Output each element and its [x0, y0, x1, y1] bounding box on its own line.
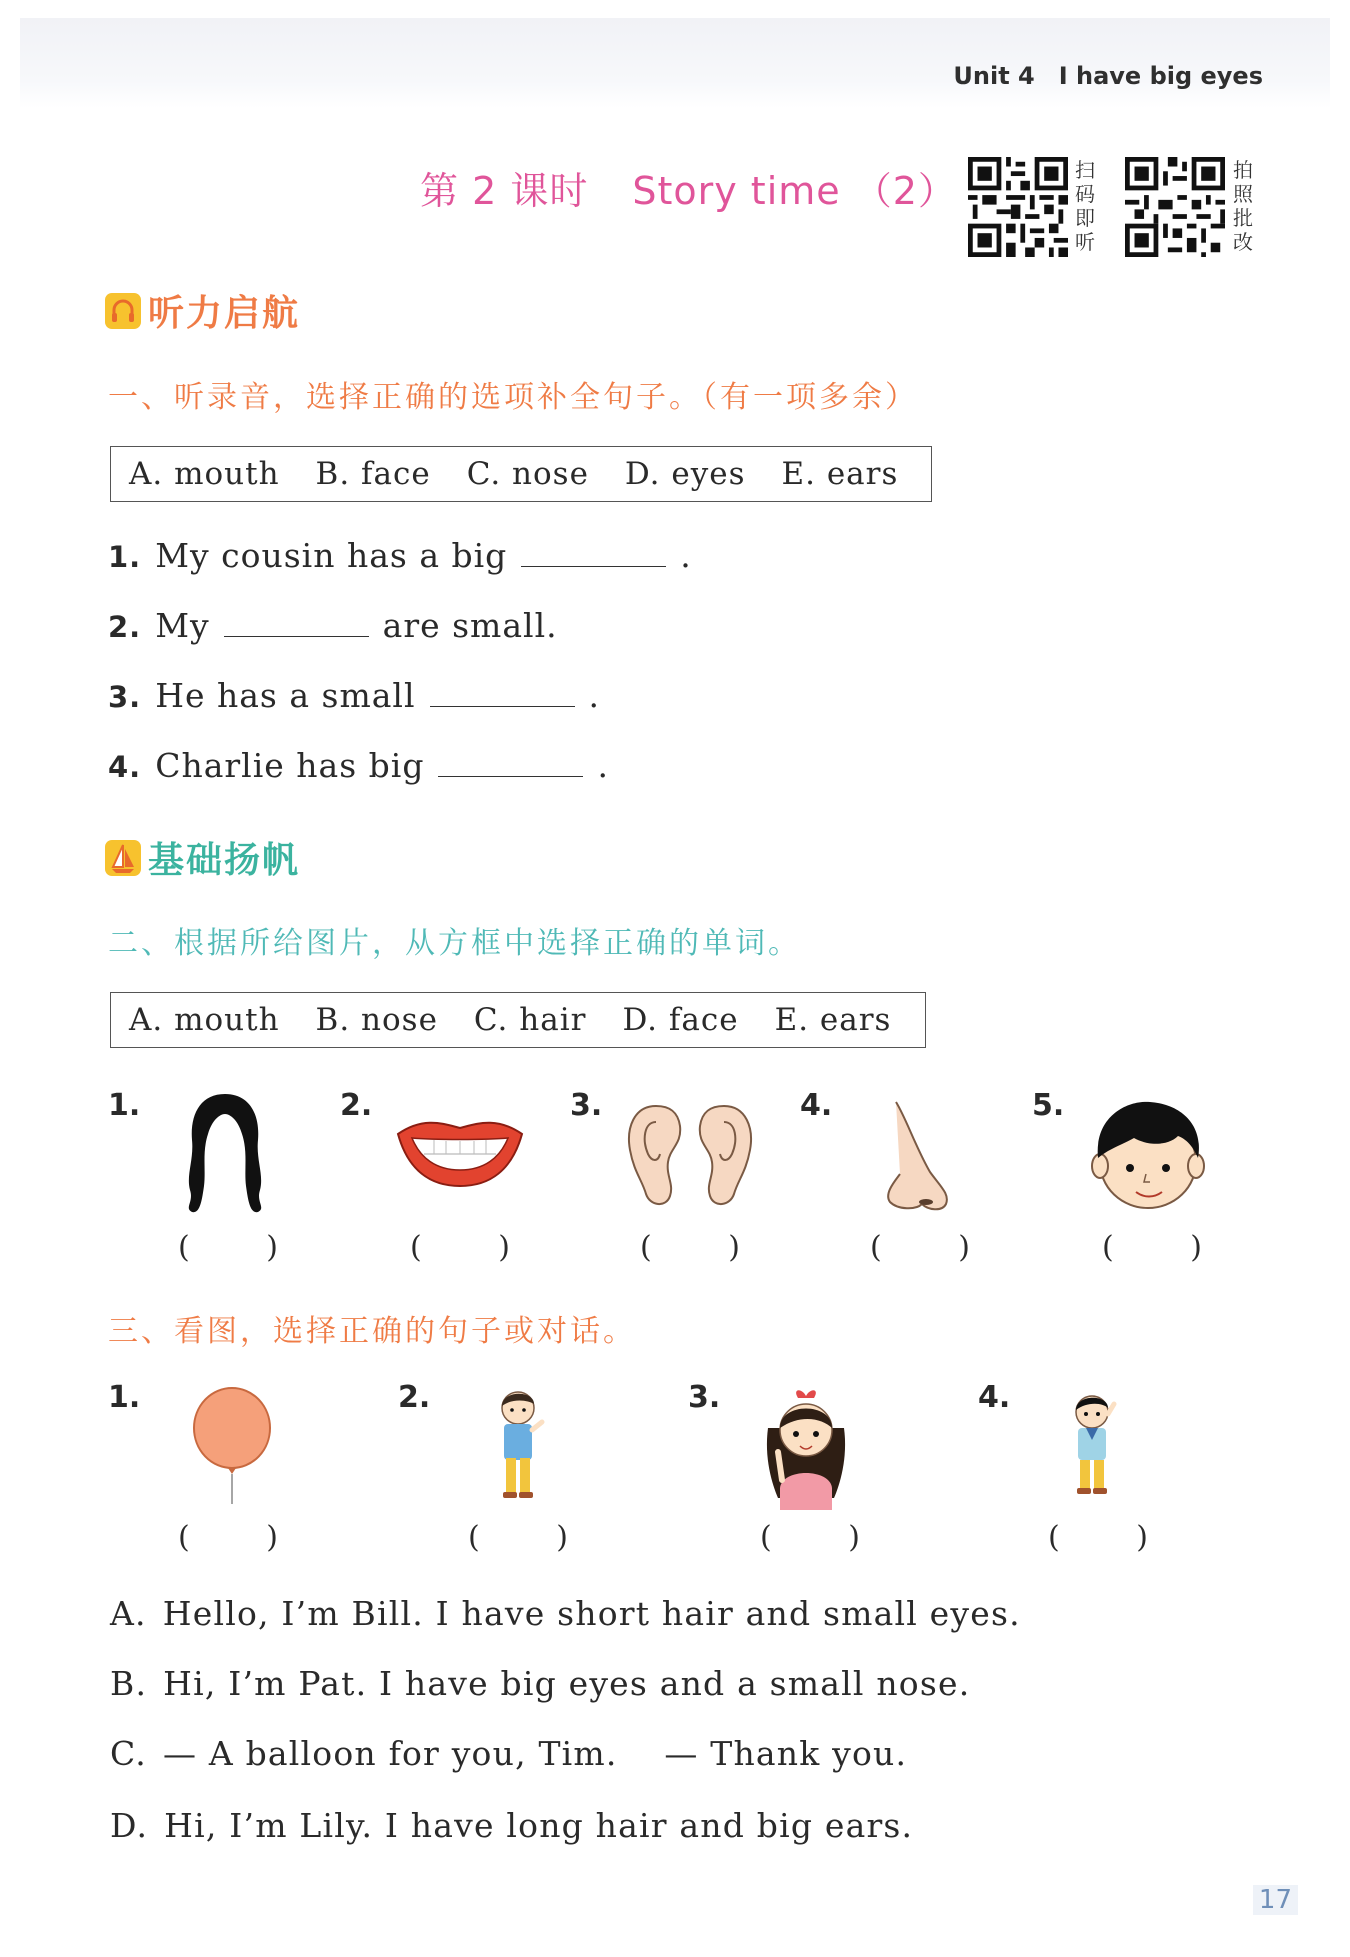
ears-picture [622, 1100, 758, 1210]
word-option: C. nose [466, 456, 589, 492]
headphone-icon [104, 292, 142, 330]
sentence-number: 2. [108, 610, 142, 644]
answer-parentheses[interactable] [410, 1230, 510, 1265]
paren-open: ( [760, 1520, 772, 1555]
option-letter: C. [110, 1734, 147, 1773]
sentence-before: My [155, 606, 210, 645]
lesson-number: 第 2 课时 [420, 169, 589, 213]
word-option: D. face [622, 1002, 739, 1038]
word-option: B. nose [315, 1002, 438, 1038]
answer-blank[interactable] [224, 606, 369, 637]
paren-open: ( [870, 1230, 882, 1265]
paren-open: ( [1048, 1520, 1060, 1555]
option-letter: D. [110, 1806, 149, 1845]
word-option: D. eyes [624, 456, 746, 492]
paren-close: ) [1136, 1520, 1148, 1555]
answer-parentheses[interactable] [760, 1520, 860, 1555]
page-number: 17 [1253, 1885, 1298, 1915]
word-option: E. ears [781, 456, 899, 492]
paren-open: ( [178, 1520, 190, 1555]
boy-bill-picture [488, 1386, 548, 1508]
hair-picture [180, 1090, 270, 1215]
unit-header [953, 62, 1263, 90]
picture-number: 1. [108, 1380, 141, 1415]
paren-open: ( [640, 1230, 652, 1265]
answer-parentheses[interactable] [178, 1520, 278, 1555]
word-option: B. face [315, 456, 431, 492]
boy-pat-picture [1064, 1390, 1124, 1506]
balloon-picture [190, 1386, 274, 1506]
answer-option [110, 1594, 1021, 1633]
answer-option [110, 1664, 970, 1703]
word-option: C. hair [473, 1002, 587, 1038]
answer-parentheses[interactable] [178, 1230, 278, 1265]
word-option: A. mouth [129, 456, 280, 492]
question-1-title: 一、听录音，选择正确的选项补全句子。（有一项多余） [108, 380, 918, 415]
question-3-title: 三、看图，选择正确的句子或对话。 [108, 1314, 636, 1349]
paren-close: ) [958, 1230, 970, 1265]
sentence-number: 1. [108, 540, 142, 574]
section-heading-listening [104, 285, 300, 336]
paren-open: ( [178, 1230, 190, 1265]
answer-blank[interactable] [430, 676, 575, 707]
picture-number: 4. [978, 1380, 1011, 1415]
section-heading-text: 基础扬帆 [148, 840, 301, 881]
paren-close: ) [266, 1230, 278, 1265]
sentence-number: 3. [108, 680, 142, 714]
paren-close: ) [848, 1520, 860, 1555]
answer-option [110, 1806, 913, 1845]
face-picture [1088, 1096, 1208, 1214]
option-text: Hi, I’m Lily. I have long hair and big ears. [164, 1806, 914, 1845]
sentence-after: . [597, 746, 609, 785]
story-title: Story time （2） [632, 169, 957, 213]
mouth-picture [394, 1110, 526, 1190]
paren-open: ( [410, 1230, 422, 1265]
qr-code-listen-icon[interactable] [968, 157, 1068, 257]
paren-close: ) [556, 1520, 568, 1555]
sentence-before: My cousin has a big [155, 536, 508, 575]
paren-close: ) [266, 1520, 278, 1555]
answer-blank[interactable] [521, 536, 666, 567]
nose-picture [882, 1098, 956, 1214]
picture-number: 2. [398, 1380, 431, 1415]
sentence-after: . [588, 676, 601, 715]
picture-number: 1. [108, 1088, 141, 1123]
lesson-title [420, 160, 957, 215]
picture-number: 2. [340, 1088, 373, 1123]
paren-close: ) [728, 1230, 740, 1265]
qr-correct-label: 拍照批改 [1233, 158, 1253, 254]
unit-title: I have big eyes [1058, 62, 1263, 90]
word-option: E. ears [774, 1002, 892, 1038]
picture-number: 5. [1032, 1088, 1065, 1123]
paren-open: ( [468, 1520, 480, 1555]
answer-parentheses[interactable] [640, 1230, 740, 1265]
sentence-after: . [680, 536, 692, 575]
option-letter: B. [110, 1664, 148, 1703]
qr-code-correct-icon[interactable] [1125, 157, 1225, 257]
paren-open: ( [1102, 1230, 1114, 1265]
sentence-row [108, 536, 692, 575]
answer-parentheses[interactable] [468, 1520, 568, 1555]
option-letter: A. [110, 1594, 147, 1633]
answer-blank[interactable] [438, 746, 583, 777]
paren-close: ) [498, 1230, 510, 1265]
sentence-row [108, 746, 609, 785]
sentence-row [108, 606, 558, 645]
word-box-2 [110, 992, 926, 1048]
sentence-row [108, 676, 600, 715]
sail-icon [104, 839, 142, 877]
section-heading-text: 听力启航 [148, 293, 301, 334]
question-2-title: 二、根据所给图片，从方框中选择正确的单词。 [108, 926, 801, 961]
answer-parentheses[interactable] [870, 1230, 970, 1265]
word-option: A. mouth [129, 1002, 280, 1038]
option-text: Hello, I’m Bill. I have short hair and small eyes. [162, 1594, 1021, 1633]
picture-number: 3. [688, 1380, 721, 1415]
picture-number: 4. [800, 1088, 833, 1123]
girl-picture [758, 1388, 854, 1512]
paren-close: ) [1190, 1230, 1202, 1265]
option-text: — A balloon for you, Tim. — Thank you. [162, 1734, 908, 1773]
option-text: Hi, I’m Pat. I have big eyes and a small nose. [163, 1664, 971, 1703]
sentence-before: He has a small [155, 676, 416, 715]
unit-number: Unit 4 [953, 62, 1035, 90]
sentence-before: Charlie has big [155, 746, 425, 785]
qr-listen-label: 扫码即听 [1075, 158, 1095, 254]
sentence-number: 4. [108, 750, 142, 784]
word-box-1 [110, 446, 932, 502]
picture-number: 3. [570, 1088, 603, 1123]
answer-parentheses[interactable] [1048, 1520, 1148, 1555]
answer-option [110, 1734, 907, 1773]
sentence-after: are small. [382, 606, 558, 645]
section-heading-basics [104, 832, 300, 883]
answer-parentheses[interactable] [1102, 1230, 1202, 1265]
